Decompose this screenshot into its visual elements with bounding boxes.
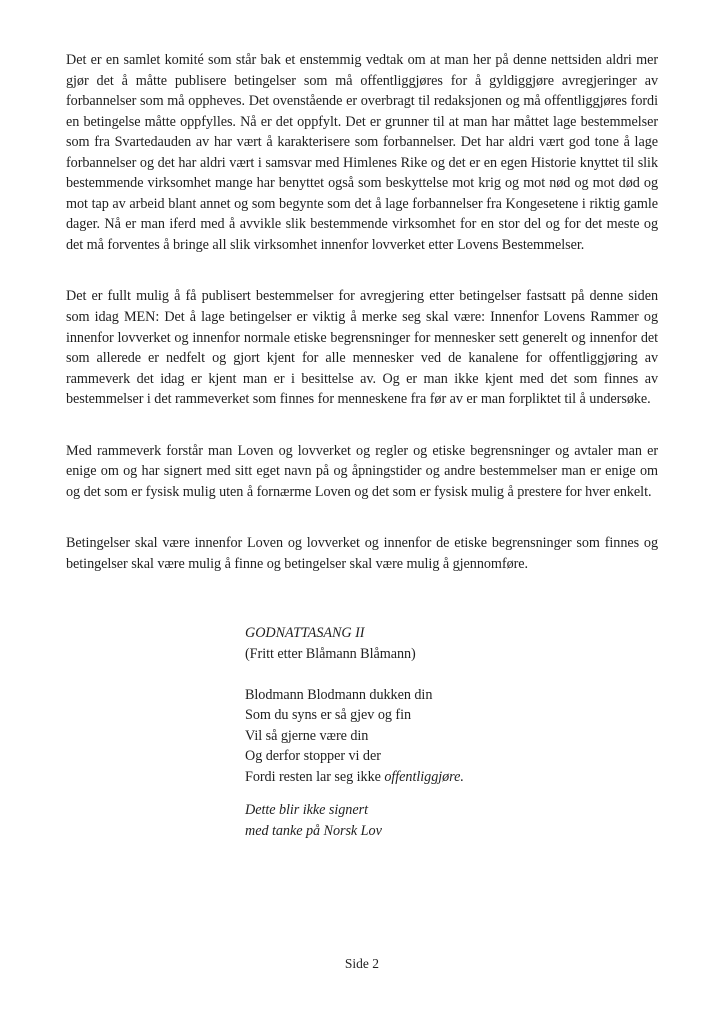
poem-line-text: Fordi resten lar seg ikke [245,768,385,785]
poem-attribution: (Fritt etter Blåmann Blåmann) [245,646,416,663]
signature-line: med tanke på Norsk Lov [245,822,382,839]
body-paragraph-4: Betingelser skal være innenfor Loven og lovverket og innenfor de etiske begrensninger som finnes og betingelser skal være mulig å finne og betingelser skal være mulig å gjennomføre. [66,535,658,572]
poem-title: GODNATTASANG II [245,625,365,642]
body-paragraph-1: Det er en samlet komité som står bak et enstemmig vedtak om at man her på denne nettsiden aldri mer gjør det å måtte publisere betingelser som må offentliggjøres for å gyldiggjøre avregjeringer av forbannelser som må oppheves. Det ovenstående er overbragt til redaksjonen og må offentliggjøres fordi en betingelse måtte oppfylles. Nå er det oppfylt. Det er grunner til at man har måttet lage bestemmelser som fra Svartedauden av har vært å karakterisere som forbannelser. Det har aldri vært god tone å lage forbannelser og det har aldri vært i samsvar med Himlenes Rike og det er en egen Historie knyttet til slik bestemmende virksomhet mange har benyttet også som beskyttelse mot krig og mot nød og mot død og mot tap av arbeid blant annet og som begynte som det å lage forbannelser fra Kongesetene i riktig gamle dager. Nå er man iferd med å avvikle slik bestemmende virksomhet for en stor del og for det meste og det må forventes å bringe all slik virksomhet innenfor lovverket etter Lovens Bestemmelser. [66,52,658,253]
poem-stanza [245,685,658,788]
poem-line: Og derfor stopper vi der [245,748,381,765]
poem-line: Som du syns er så gjev og fin [245,707,412,724]
body-paragraph-2: Det er fullt mulig å få publisert bestemmelser for avregjering etter betingelser fastsatt på denne siden som idag MEN: Det å lage betingelser er viktig å merke seg skal være: Innenfor Lovens Rammer og innenfor lovverket og innenfor normale etiske begrensninger for mennesker sett generelt og innenfor det som allerede er nedfelt og gjort kjent for alle mennesker ved de kanalene for offentliggjøring av rammeverk det idag er kjent man er i besittelse av. Og er man ikke kjent med det som finnes av bestemmelser i det rammeverket som finnes for menneskene fra før av er man forpliktet til å undersøke. [66,288,658,408]
body-paragraph-3: Med rammeverk forstår man Loven og lovverket og regler og etiske begrensninger og avtaler man er enige om og har signert med sitt eget navn på og åpningstider og andre bestemmelser man er enige om og det som er fysisk mulig uten å fornærme Loven og det som er fysisk mulig å prestere for hver enkelt. [66,442,658,500]
poem-line: Blodmann Blodmann dukken din [245,686,433,703]
document-body [66,50,658,841]
signature-line: Dette blir ikke signert [245,802,368,819]
poem-line-italic-text: offentliggjøre. [384,768,464,785]
poem-line: Vil så gjerne være din [245,727,369,744]
poem-line [245,767,658,788]
poem-block [245,623,658,841]
poem-signature [245,800,658,841]
page-number: Side 2 [344,956,380,971]
